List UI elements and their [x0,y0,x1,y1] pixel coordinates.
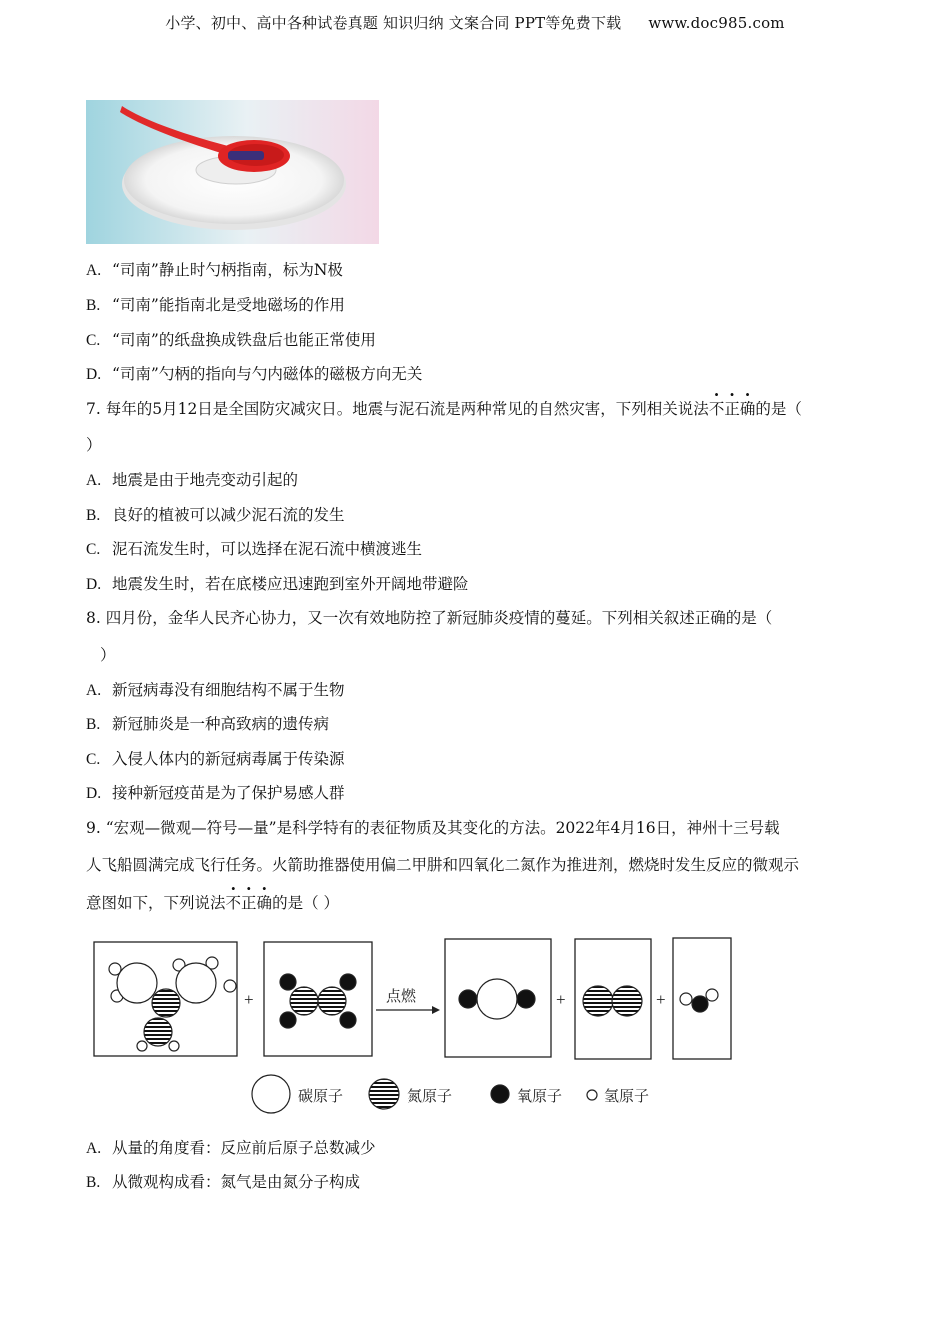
reaction-diagram [90,934,750,1119]
q9-option-b[interactable]: B. 从微观构成看：氮气是由氮分子构成 [86,1173,361,1191]
header-site-link[interactable]: www.doc985.com [648,14,785,32]
q8-stem-end: ） [100,646,116,664]
emphasis-char: 确 [256,894,273,912]
plus-sign: + [656,990,666,1009]
q7-stem: 7. 每年的5月12日是全国防灾减灾日。地震与泥石流是两种常见的自然灾害，下列相关说法不正确的是（ [86,400,802,418]
q7-option-a[interactable]: A. 地震是由于地壳变动引起的 [86,471,299,489]
emphasis-char: 不 [708,400,725,418]
plus-sign: + [556,990,566,1009]
header-text: 小学、初中、高中各种试卷真题 知识归纳 文案合同 PPT等免费下载 [165,14,622,32]
legend-oxygen: 氧原子 [517,1087,563,1105]
q6-option-d[interactable]: D. “司南”勺柄的指向与勺内磁体的磁极方向无关 [86,365,423,383]
q7-option-b[interactable]: B. 良好的植被可以减少泥石流的发生 [86,506,345,524]
page-header [0,12,950,33]
legend-carbon: 碳原子 [298,1087,344,1105]
emphasis-char: 确 [739,400,756,418]
q8-stem: 8. 四月份，金华人民齐心协力，又一次有效地防控了新冠肺炎疫情的蔓延。下列相关叙述正确的是（ [86,609,773,627]
q9-option-a[interactable]: A. 从量的角度看：反应前后原子总数减少 [86,1139,376,1157]
legend-nitrogen: 氮原子 [407,1087,453,1105]
q7-option-d[interactable]: D. 地震发生时，若在底楼应迅速跑到室外开阔地带避险 [86,575,469,593]
emphasis-char: 不 [225,894,242,912]
q6-option-a[interactable]: A. “司南”静止时勺柄指南，标为N极 [86,261,343,279]
plus-sign: + [244,990,254,1009]
q8-option-a[interactable]: A. 新冠病毒没有细胞结构不属于生物 [86,681,345,699]
q8-option-b[interactable]: B. 新冠肺炎是一种高致病的遗传病 [86,715,330,733]
q9-stem-line1: 9. “宏观—微观—符号—量”是科学特有的表征物质及其变化的方法。2022年4月16日，神州十三号载 [86,819,780,837]
q9-stem-line3: 意图如下，下列说法不正确的是（ ） [86,894,339,912]
arrow-label: 点燃 [386,987,417,1005]
emphasis-char: 正 [724,400,740,418]
sinan-spoon-photo [86,100,379,244]
q7-option-c[interactable]: C. 泥石流发生时，可以选择在泥石流中横渡逃生 [86,540,423,558]
emphasis-char: 正 [241,894,257,912]
q6-option-b[interactable]: B. “司南”能指南北是受地磁场的作用 [86,296,345,314]
legend-hydrogen: 氢原子 [604,1087,650,1105]
q6-option-c[interactable]: C. “司南”的纸盘换成铁盘后也能正常使用 [86,331,376,349]
q8-option-c[interactable]: C. 入侵人体内的新冠病毒属于传染源 [86,750,345,768]
q7-stem-end: ） [86,436,102,454]
q8-option-d[interactable]: D. 接种新冠疫苗是为了保护易感人群 [86,784,345,802]
q9-stem-line2: 人飞船圆满完成飞行任务。火箭助推器使用偏二甲肼和四氧化二氮作为推进剂，燃烧时发生反应的微观示 [86,856,800,874]
